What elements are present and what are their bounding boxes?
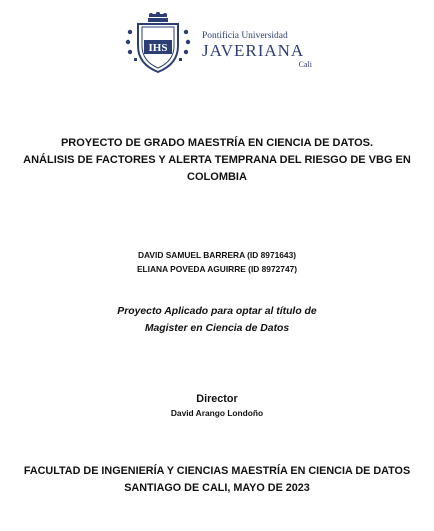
director-label: Director	[196, 393, 238, 405]
director-name: David Arango Londoño	[170, 408, 264, 418]
faculty-footer	[10, 463, 424, 497]
purpose-line-1: Proyecto Aplicado para optar al título de	[117, 306, 317, 317]
footer-line-date: SANTIAGO DE CALI, MAYO DE 2023	[124, 482, 310, 494]
authors-list	[20, 248, 414, 276]
author-1: DAVID SAMUEL BARRERA (ID 8971643)	[137, 250, 297, 260]
author-2: ELIANA POVEDA AGUIRRE (ID 8972747)	[136, 264, 298, 274]
degree-purpose	[20, 303, 414, 337]
logo-line-cali: Cali	[298, 60, 312, 69]
title-line-1: PROYECTO DE GRADO MAESTRÍA EN CIENCIA DE DATOS.	[60, 137, 374, 149]
title-line-2: ANÁLISIS DE FACTORES Y ALERTA TEMPRANA DEL RIESGO DE VBG EN	[23, 154, 411, 166]
purpose-line-2: Magister en Ciencia de Datos	[144, 323, 290, 334]
seal-initials: IHS	[148, 42, 168, 54]
university-seal-icon	[124, 12, 192, 74]
university-logo	[124, 12, 314, 74]
logo-line-pontificia: Pontificia Universidad	[202, 31, 288, 41]
footer-line-faculty: FACULTAD DE INGENIERÍA Y CIENCIAS MAESTRÍA EN CIENCIA DE DATOS	[23, 465, 411, 477]
university-name	[202, 31, 314, 69]
project-title	[20, 135, 414, 186]
title-line-3: COLOMBIA	[187, 171, 247, 183]
logo-line-javeriana: JAVERIANA	[202, 41, 305, 60]
director-block	[20, 392, 414, 420]
